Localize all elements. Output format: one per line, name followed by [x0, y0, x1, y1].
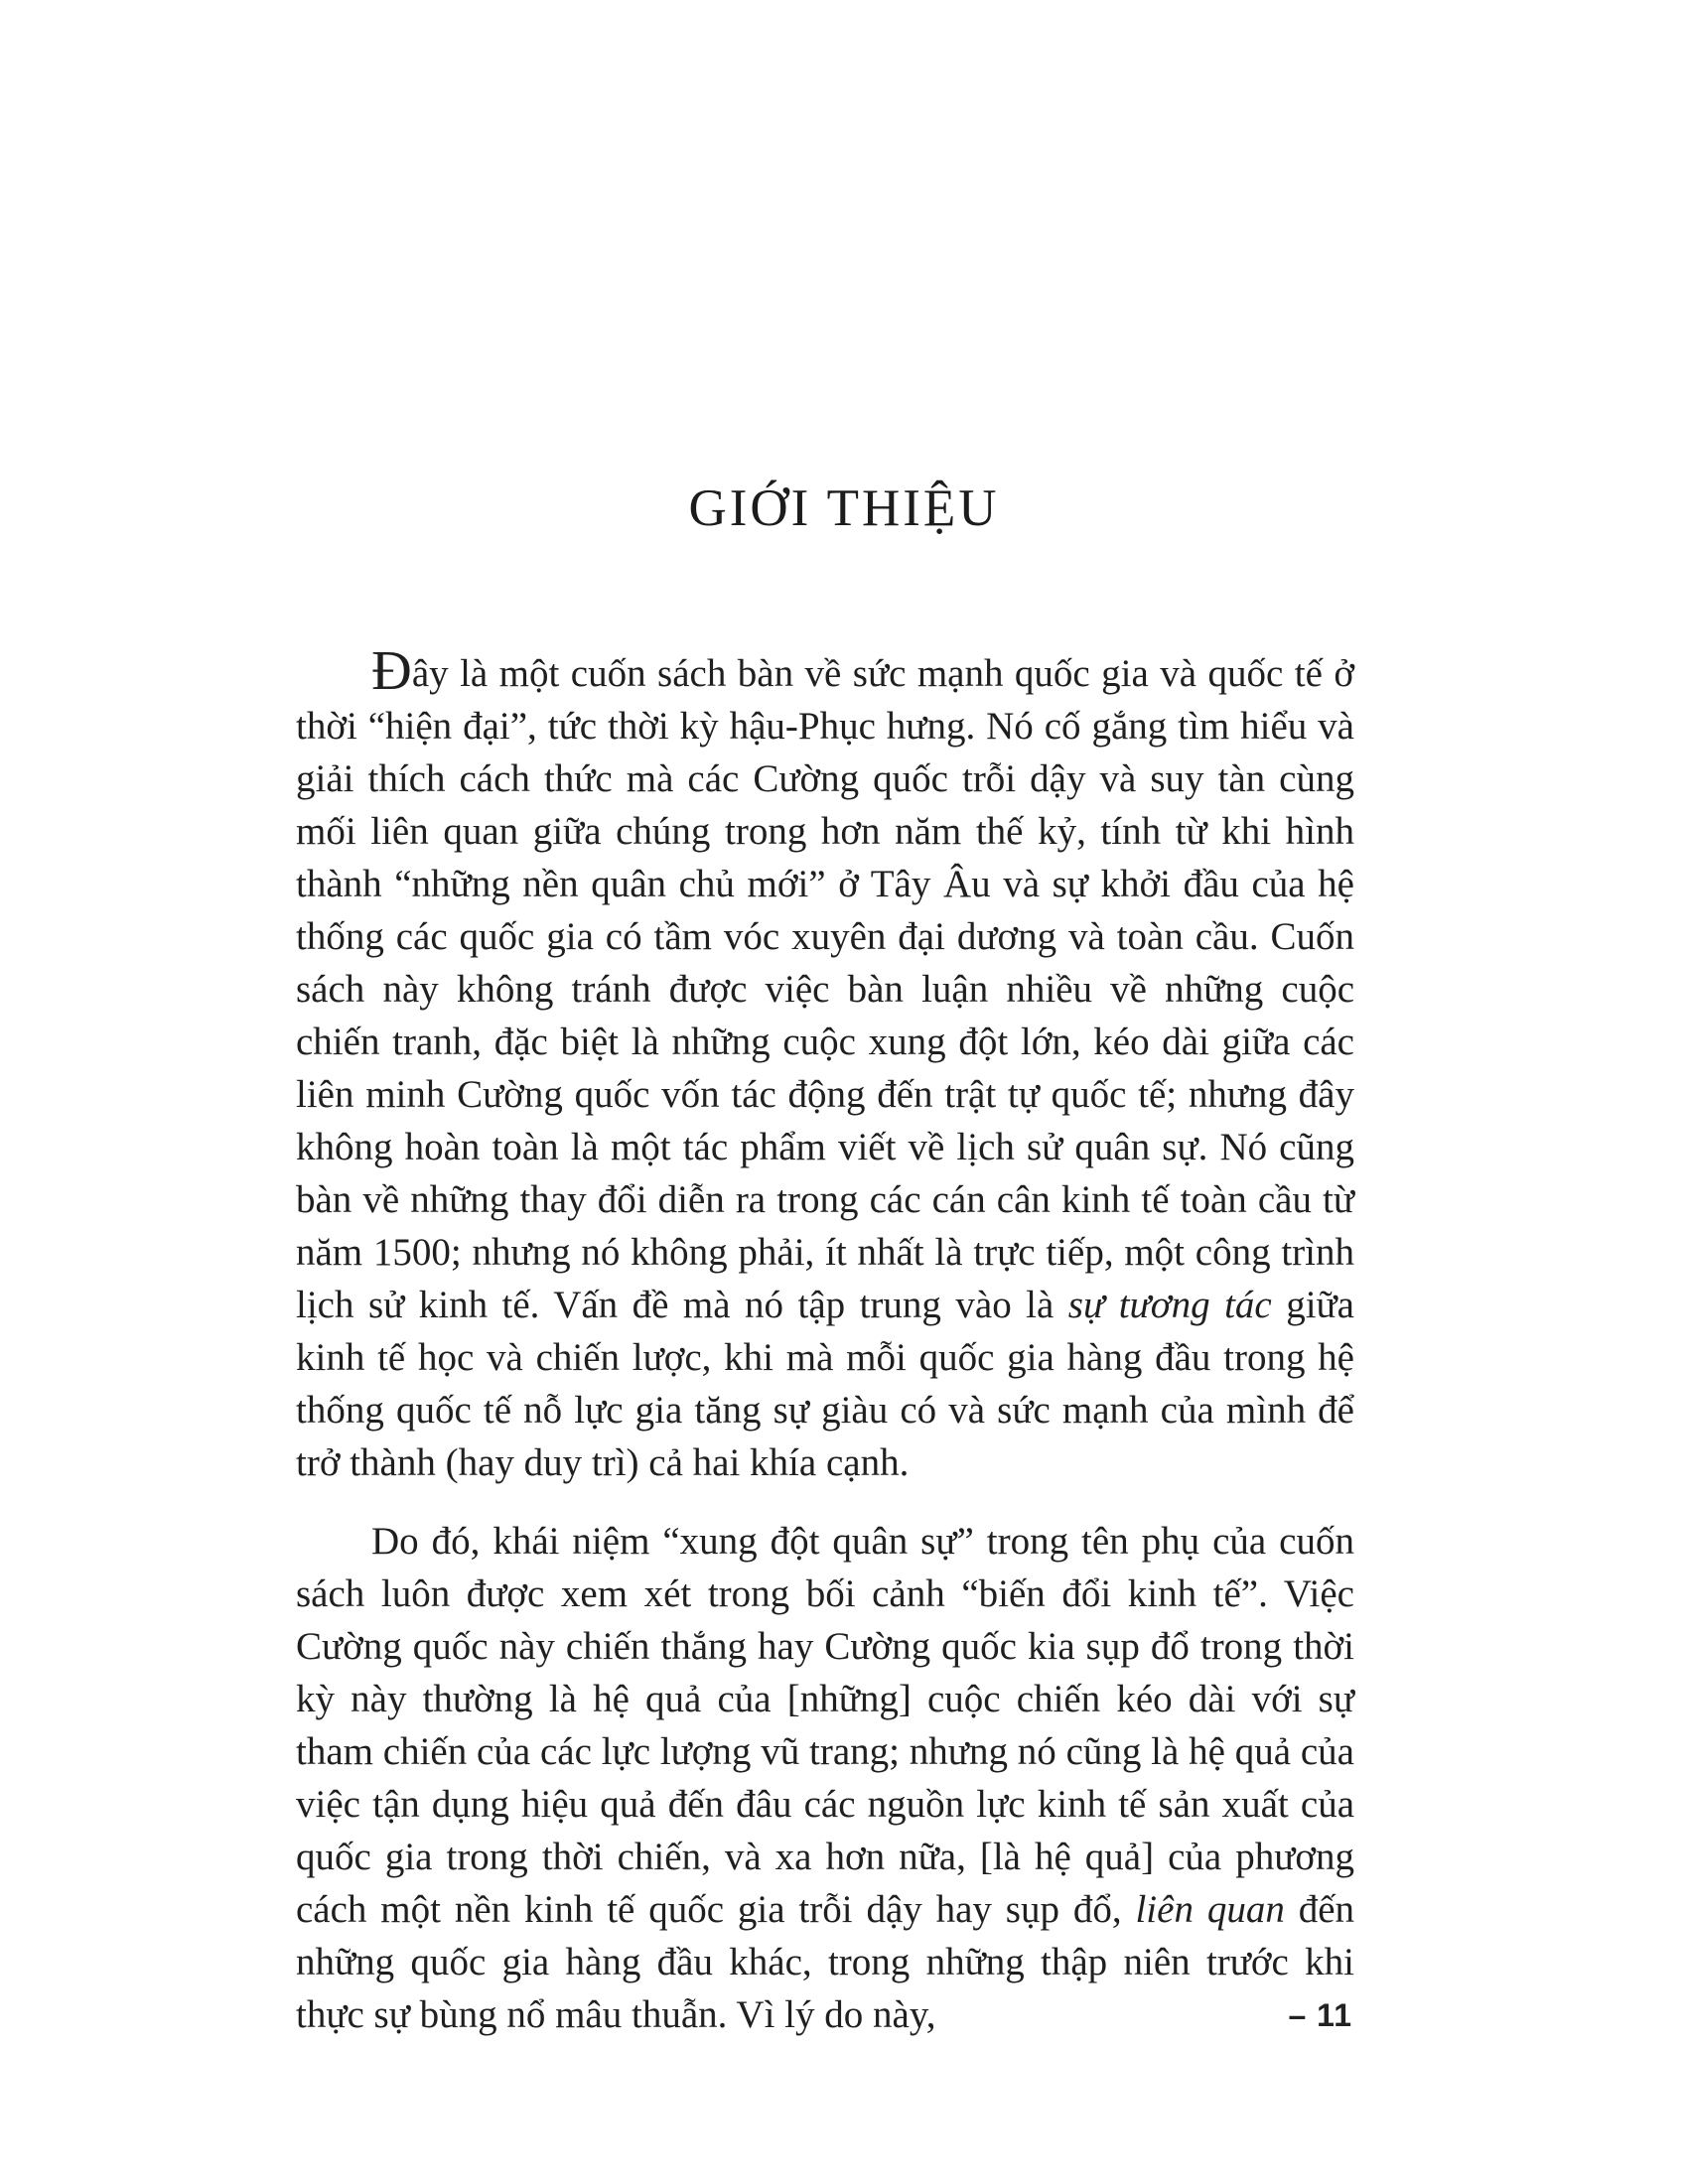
paragraph	[296, 1515, 1354, 2041]
emphasized-text: sự tương tác	[1067, 1284, 1272, 1326]
page-content	[296, 640, 1355, 2041]
initial-letter: Đ	[371, 640, 412, 702]
page-title: GIỚI THIỆU	[688, 479, 1000, 537]
page-number: – 11	[1288, 1997, 1352, 2033]
paragraph	[296, 640, 1354, 1489]
body-text: giữa kinh tế học và chiến lược, khi mà mỗi quốc gia hàng đầu trong hệ thống quốc tế nỗ lực gia tăng sự giàu có và sức mạnh của mình để trở thành (hay duy trì) cả hai khía cạnh.	[296, 1284, 1354, 1484]
body-text: Do đó, khái niệm “xung đột quân sự” trong tên phụ của cuốn sách luôn được xem xét trong bối cảnh “biến đổi kinh tế”. Việc Cường quốc này chiến thắng hay Cường quốc kia sụp đổ trong thời kỳ này thường là hệ quả của [những] cuộc chiến kéo dài với sự tham chiến của các lực lượng vũ trang; nhưng nó cũng là hệ quả của việc tận dụng hiệu quả đến đâu các nguồn lực kinh tế sản xuất của quốc gia trong thời chiến, và xa hơn nữa, [là hệ quả] của phương cách một nền kinh tế quốc gia trỗi dậy hay sụp đổ,	[296, 1520, 1354, 1931]
body-text: ây là một cuốn sách bàn về sức mạnh quốc gia và quốc tế ở thời “hiện đại”, tức thời kỳ hậu-Phục hưng. Nó cố gắng tìm hiểu và giải thích cách thức mà các Cường quốc trỗi dậy và suy tàn cùng mối liên quan giữa chúng trong hơn năm thế kỷ, tính từ khi hình thành “những nền quân chủ mới” ở Tây Âu và sự khởi đầu của hệ thống các quốc gia có tầm vóc xuyên đại dương và toàn cầu. Cuốn sách này không tránh được việc bàn luận nhiều về những cuộc chiến tranh, đặc biệt là những cuộc xung đột lớn, kéo dài giữa các liên minh Cường quốc vốn tác động đến trật tự quốc tế; nhưng đây không hoàn toàn là một tác phẩm viết về lịch sử quân sự. Nó cũng bàn về những thay đổi diễn ra trong các cán cân kinh tế toàn cầu từ năm 1500; nhưng nó không phải, ít nhất là trực tiếp, một công trình lịch sử kinh tế. Vấn đề mà nó tập trung vào là	[296, 652, 1354, 1326]
emphasized-text: liên quan	[1135, 1888, 1285, 1931]
body-text: đến những quốc gia hàng đầu khác, trong những thập niên trước khi thực sự bùng nổ mâu thuẫn. Vì lý do này,	[296, 1888, 1355, 2036]
